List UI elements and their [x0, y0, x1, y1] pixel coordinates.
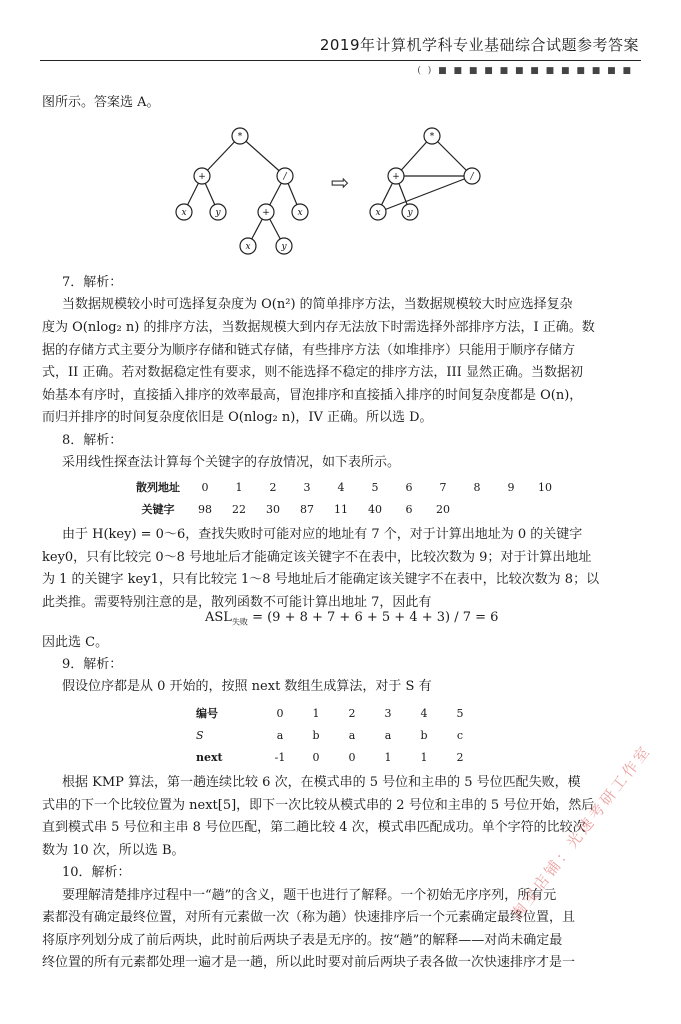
table-row [196, 724, 478, 746]
q8-conclusion: 因此选 C。 [42, 635, 109, 650]
formula-rhs: = (9 + 8 + 7 + 6 + 5 + 4 + 3) / 7 = 6 [252, 610, 499, 625]
table-cell: 9 [507, 480, 515, 494]
table-cell: 0 [201, 480, 209, 494]
node-label: * [237, 132, 243, 142]
q10-line: 将原序列划分成了前后两块，此时前后两块子表是无序的。按“趟”的解释——对尚未确定最 [42, 933, 563, 948]
table-cell [528, 498, 562, 520]
node-label: / [283, 172, 287, 182]
table-cell: 6 [405, 502, 413, 516]
table-header-cell: S [196, 728, 204, 742]
q9-line: 直到模式串 5 号位和主串 8 号位匹配，第二趟比较 4 次，模式串匹配成功。单个字符的比较次 [42, 820, 586, 835]
table-cell: 3 [303, 480, 311, 494]
table-cell: 11 [334, 502, 348, 516]
table-cell: 0 [348, 750, 356, 764]
node-label: + [262, 208, 270, 218]
intro-line: 图所示。答案选 A。 [42, 95, 160, 110]
q7-title: 7．解析： [62, 275, 123, 290]
table-cell: 8 [473, 480, 481, 494]
q10-line: 终位置的所有元素都处理一遍才是一趟，所以此时要对前后两块子表各做一次快速排序才是一 [42, 955, 576, 970]
node-label: * [429, 132, 435, 142]
table-cell: 30 [266, 502, 280, 516]
table-header-cell: 关键字 [141, 503, 175, 516]
edge [240, 136, 285, 176]
table-header-cell: 编号 [196, 707, 218, 720]
q7-line: 当数据规模较小时可选择复杂度为 O(n²) 的简单排序方法，当数据规模较大时应选择复杂 [62, 297, 573, 312]
node-label: / [470, 172, 474, 182]
table-cell: 4 [420, 706, 428, 720]
q7-line: 据的存储方式主要分为顺序存储和链式存储，有些排序方法（如堆排序）只能用于顺序存储方 [42, 343, 576, 358]
expression-tree-diagram [160, 122, 520, 262]
table-cell: 0 [276, 706, 284, 720]
table-cell: 5 [371, 480, 379, 494]
q7-line: 而归并排序的时间复杂度依旧是 O(nlog₂ n)，IV 正确。所以选 D。 [42, 410, 433, 425]
table-cell: 98 [198, 502, 212, 516]
table-cell: a [384, 728, 392, 742]
next-array-table [196, 702, 478, 768]
table-row [196, 702, 478, 724]
table-cell: a [348, 728, 356, 742]
table-cell: 3 [384, 706, 392, 720]
table-cell: b [420, 728, 428, 742]
node-label: + [198, 172, 206, 182]
node-label: y [215, 208, 221, 218]
table-cell: 2 [348, 706, 356, 720]
table-cell: 1 [235, 480, 243, 494]
q8-intro: 采用线性探查法计算每个关键字的存放情况，如下表所示。 [62, 455, 401, 470]
q10-line: 要理解清楚排序过程中一“趟”的含义，题干也进行了解释。一个初始无序序列，所有元 [62, 888, 557, 903]
transform-arrow-icon: ⇨ [330, 171, 350, 196]
node-label: y [407, 208, 413, 218]
table-cell: 20 [436, 502, 450, 516]
formula-subscript: 失败 [231, 617, 248, 627]
q10-line: 素都没有确定最终位置，对所有元素做一次（称为趟）快速排序后一个元素确定最终位置，且 [42, 910, 576, 925]
table-cell: c [456, 728, 464, 742]
table-cell: -1 [274, 750, 286, 764]
q9-line: 式串的下一个比较位置为 next[5]，即下一次比较从模式串的 2 号位和主串的 5 号位开始，然后 [42, 798, 595, 813]
table-cell: 87 [300, 502, 314, 516]
node-label: x [181, 208, 187, 218]
table-cell: 40 [368, 502, 382, 516]
table-cell: 6 [405, 480, 413, 494]
table-cell: 1 [420, 750, 428, 764]
table-cell: 7 [439, 480, 447, 494]
table-cell: 5 [456, 706, 464, 720]
q9-line: 数为 10 次，所以选 B。 [42, 843, 185, 858]
table-cell: a [276, 728, 284, 742]
q9-title: 9．解析： [62, 657, 123, 672]
table-cell: 0 [312, 750, 320, 764]
table-header-cell: next [196, 750, 223, 764]
q8-line: key0，只有比较完 0～8 号地址后才能确定该关键字不在表中，比较次数为 9；对于计算出地址 [42, 550, 592, 565]
table-cell [460, 498, 494, 520]
node-label: x [297, 208, 303, 218]
table-cell: 10 [538, 480, 552, 494]
q10-title: 10．解析： [62, 865, 131, 880]
q7-line: 始基本有序时，直接插入排序的效率最高，冒泡排序和直接插入排序的时间复杂度都是 O(n)， [42, 388, 583, 403]
node-label: + [392, 172, 400, 182]
table-cell: 1 [312, 706, 320, 720]
table-cell: 2 [269, 480, 277, 494]
table-cell: 1 [384, 750, 392, 764]
table-cell: b [312, 728, 320, 742]
hash-table [128, 476, 562, 520]
header-rule [40, 60, 641, 61]
table-cell: 4 [337, 480, 345, 494]
q9-line: 根据 KMP 算法，第一趟连续比较 6 次，在模式串的 5 号位和主串的 5 号位匹配失败，模 [62, 775, 581, 790]
page-header-subtitle: ( ) ■ ■ ■ ■ ■ ■ ■ ■ ■ ■ ■ ■ ■ [417, 66, 633, 76]
q7-line: 式，II 正确。若对数据稳定性有要求，则不能选择不稳定的排序方法，III 显然正确。当数据初 [42, 365, 583, 380]
page-header-title: 2019年计算机学科专业基础综合试题参考答案 [319, 36, 639, 54]
table-cell [494, 498, 528, 520]
asl-formula [205, 610, 498, 628]
q8-line: 此类推。需要特别注意的是，散列函数不可能计算出地址 7，因此有 [42, 595, 432, 610]
node-label: y [281, 242, 287, 252]
table-header-cell: 散列地址 [136, 481, 180, 494]
formula-lhs: ASL [205, 610, 232, 625]
node-label: x [245, 242, 251, 252]
q8-title: 8．解析： [62, 433, 123, 448]
table-row [196, 746, 478, 768]
table-row [128, 476, 562, 498]
watermark: 淘宝店铺：光速考研工作室 [507, 741, 655, 923]
q9-intro: 假设位序都是从 0 开始的，按照 next 数组生成算法，对于 S 有 [62, 679, 432, 694]
node-label: x [375, 208, 381, 218]
q8-line: 为 1 的关键字 key1，只有比较完 1～8 号地址后才能确定该关键字不在表中，比较次数为 8；以 [42, 572, 600, 587]
table-cell: 2 [456, 750, 464, 764]
q8-line: 由于 H(key) = 0～6，查找失败时可能对应的地址有 7 个，对于计算出地址为 0 的关键字 [62, 527, 583, 542]
table-row [128, 498, 562, 520]
table-cell: 22 [232, 502, 246, 516]
q7-line: 度为 O(nlog₂ n) 的排序方法，当数据规模大到内存无法放下时需选择外部排序方法，I 正确。数 [42, 320, 595, 335]
